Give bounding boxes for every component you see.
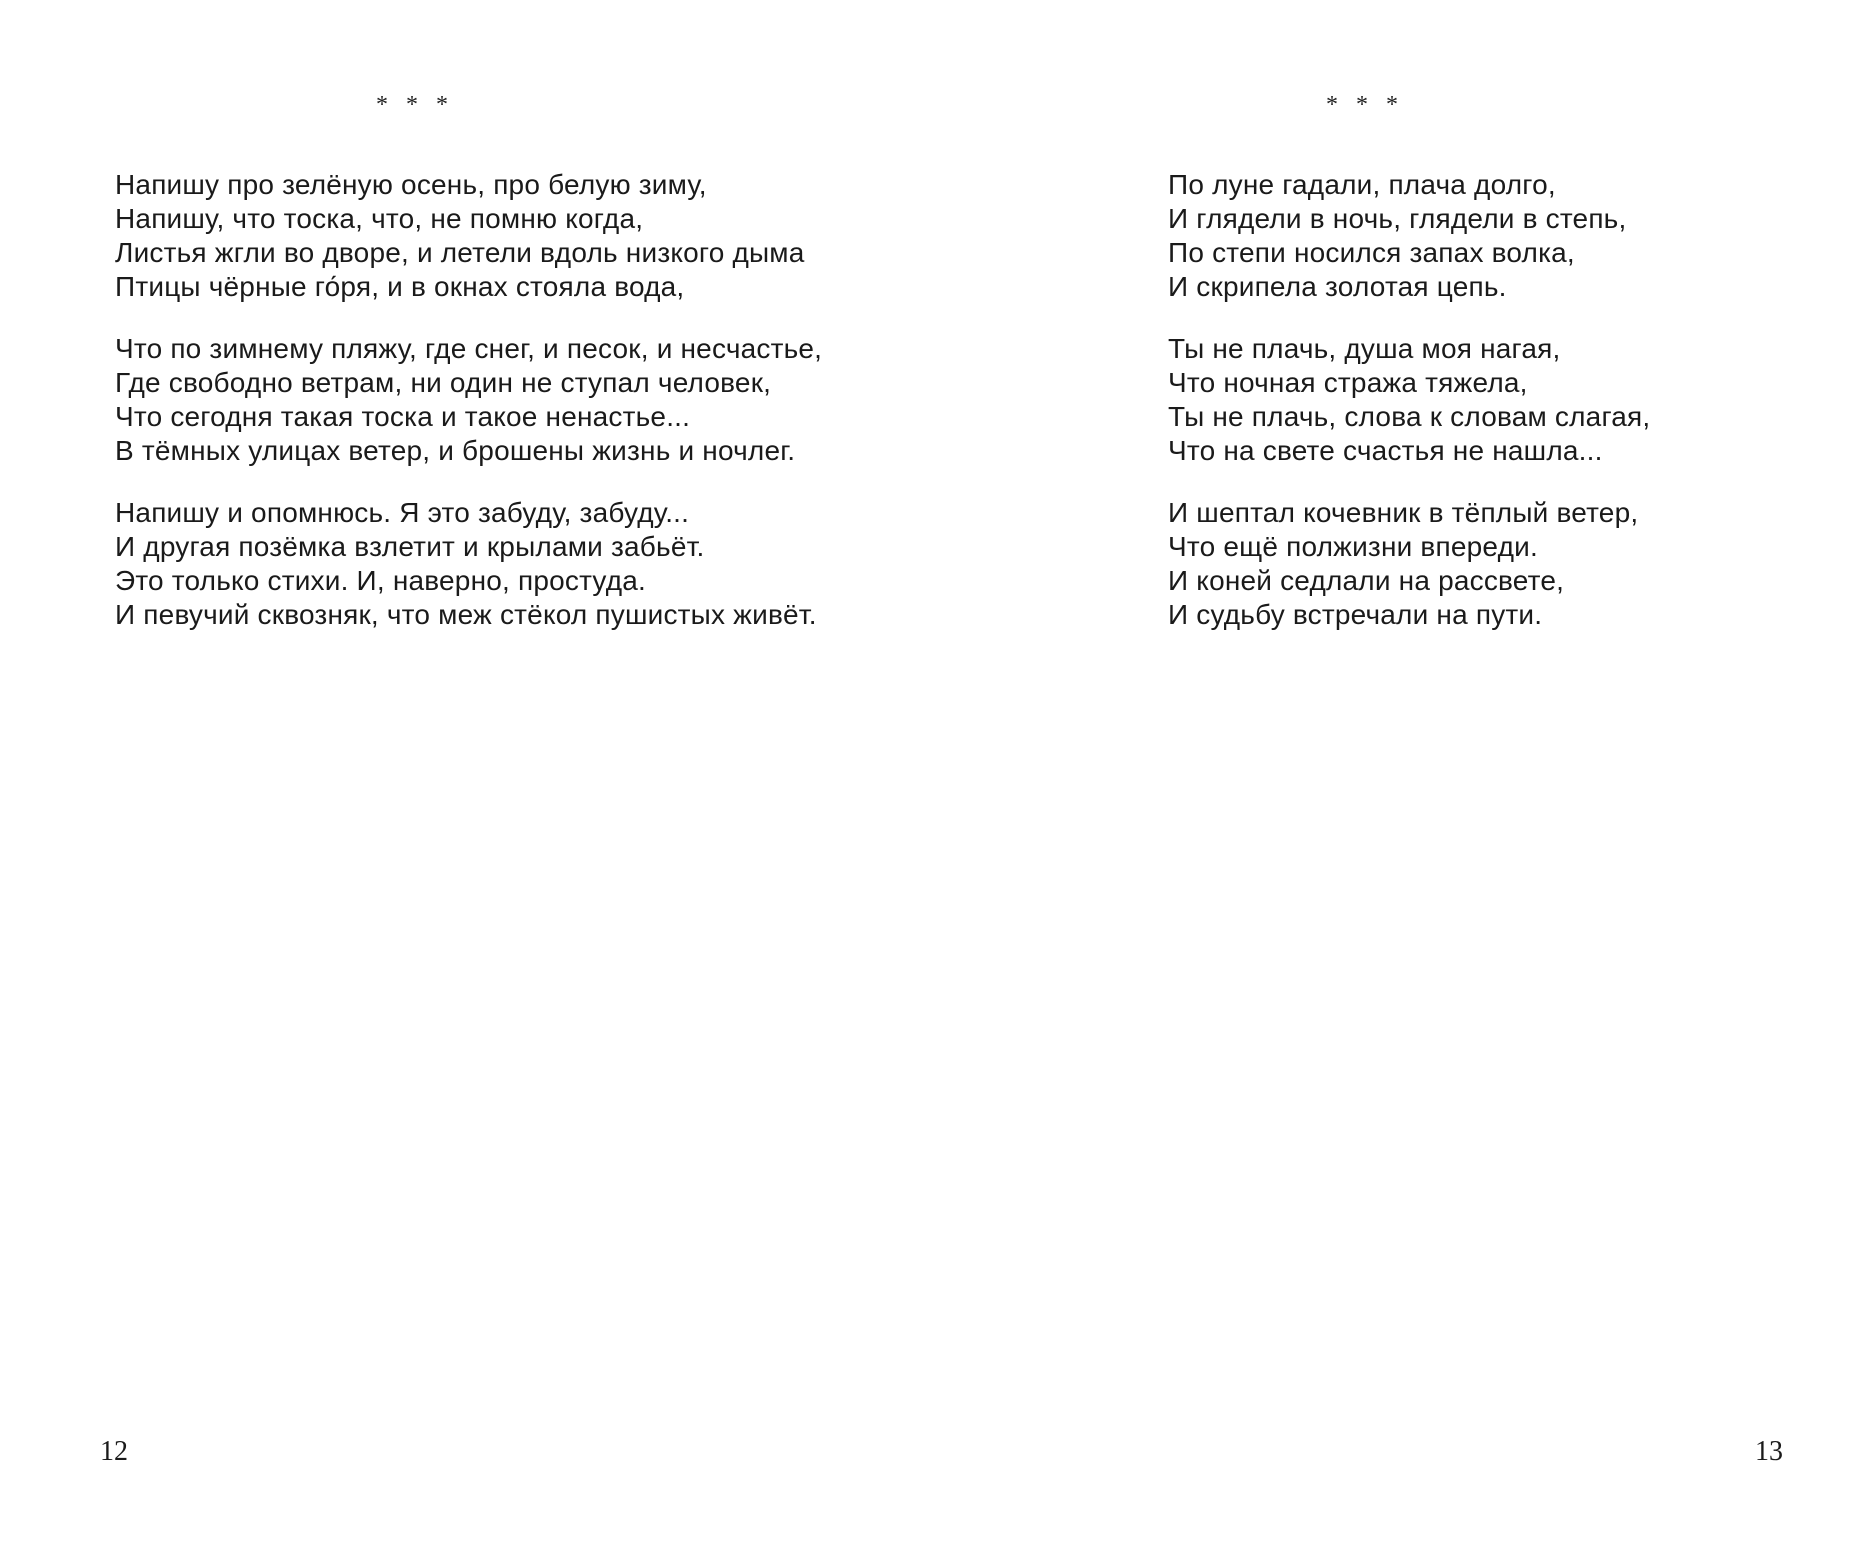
poem-line: Напишу про зелёную осень, про белую зиму, — [115, 169, 707, 200]
poem-line: Что на свете счастья не нашла... — [1168, 435, 1603, 466]
poem-line: Ты не плачь, душа моя нагая, — [1168, 333, 1561, 364]
section-separator: * * * — [1326, 92, 1404, 118]
poem-line: И глядели в ночь, глядели в степь, — [1168, 203, 1627, 234]
poem-line: Что ещё полжизни впереди. — [1168, 531, 1538, 562]
poem-line: Что сегодня такая тоска и такое ненастье... — [115, 401, 691, 432]
poem-line: Что ночная стража тяжела, — [1168, 367, 1528, 398]
poem-line: По степи носился запах волка, — [1168, 237, 1575, 268]
section-separator: * * * — [376, 92, 454, 118]
right-page — [930, 0, 1860, 1548]
stanza — [115, 332, 905, 468]
stanza — [115, 496, 905, 632]
poem-line: Птицы чёрные го́ря, и в окнах стояла вода, — [115, 271, 685, 302]
poem — [115, 168, 905, 660]
stanza — [1168, 496, 1828, 632]
poem-line: Ты не плачь, слова к словам слагая, — [1168, 401, 1651, 432]
page-number: 13 — [1755, 1436, 1783, 1467]
poem-line: И скрипела золотая цепь. — [1168, 271, 1507, 302]
poem-line: И шептал кочевник в тёплый ветер, — [1168, 497, 1639, 528]
stanza — [1168, 168, 1828, 304]
poem-line: И другая позёмка взлетит и крылами забьёт. — [115, 531, 705, 562]
page-number: 12 — [100, 1436, 128, 1467]
poem-line: Листья жгли во дворе, и летели вдоль низкого дыма — [115, 237, 805, 268]
poem-line: И коней седлали на рассвете, — [1168, 565, 1565, 596]
poem-line: И судьбу встречали на пути. — [1168, 599, 1543, 630]
poem-line: Где свободно ветрам, ни один не ступал человек, — [115, 367, 772, 398]
poem-line: По луне гадали, плача долго, — [1168, 169, 1556, 200]
poem-line: Что по зимнему пляжу, где снег, и песок, и несчастье, — [115, 333, 823, 364]
poem-line: И певучий сквозняк, что меж стёкол пушистых живёт. — [115, 599, 817, 630]
stanza — [1168, 332, 1828, 468]
poem-line: Это только стихи. И, наверно, простуда. — [115, 565, 646, 596]
poem-line: Напишу, что тоска, что, не помню когда, — [115, 203, 644, 234]
poem-line: В тёмных улицах ветер, и брошены жизнь и ночлег. — [115, 435, 796, 466]
poem — [1168, 168, 1828, 660]
stanza — [115, 168, 905, 304]
poem-line: Напишу и опомнюсь. Я это забуду, забуду... — [115, 497, 690, 528]
